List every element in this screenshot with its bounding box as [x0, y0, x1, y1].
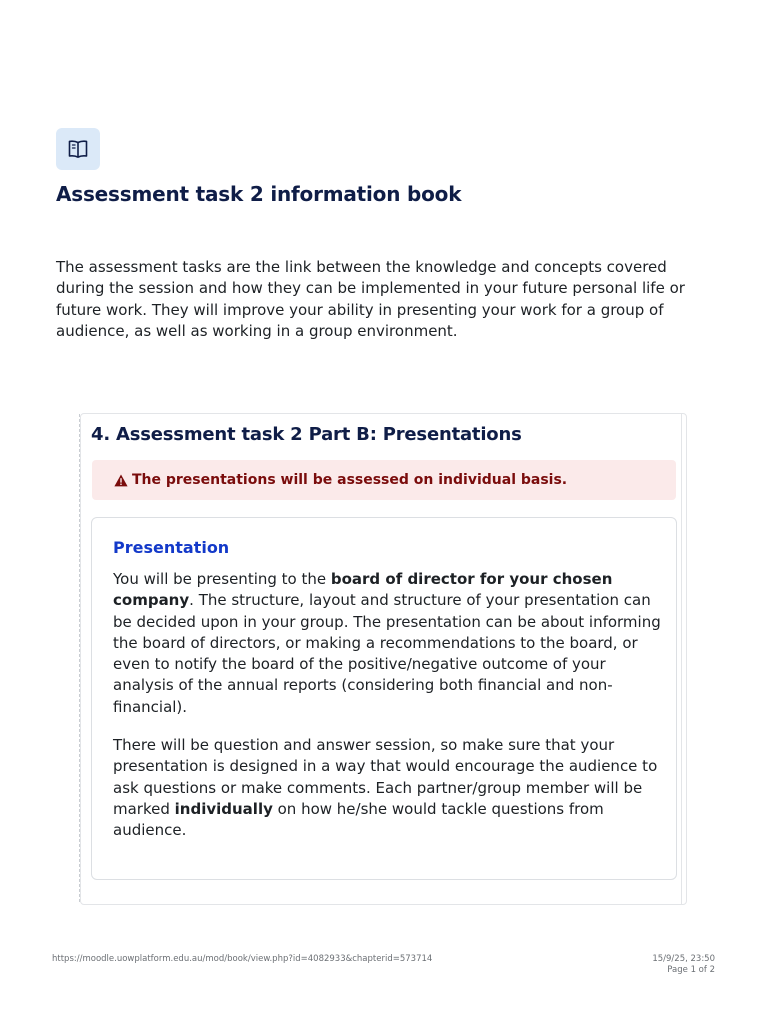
footer-datetime: 15/9/25, 23:50: [652, 954, 715, 964]
para1-text-cont: . The structure, layout and structure of your presentation can be decided upon in your group. The presentation can be about informing the board of directors, or making a recommendations to the board, or even to notify the board of the positive/negative outcome of your analysis of the annual reports (considering both financial and non-financial).: [113, 591, 661, 716]
presentation-paragraph-2: [113, 735, 661, 841]
footer-meta: [652, 954, 715, 976]
page-title: Assessment task 2 information book: [56, 182, 462, 206]
alert-banner: [92, 460, 676, 500]
intro-paragraph: The assessment tasks are the link between the knowledge and concepts covered during the session and how they can be implemented in your future personal life or future work. They will improve your ability in presenting your work for a group of audience, as well as working in a group environment.: [56, 258, 685, 340]
presentation-paragraph-1: [113, 569, 661, 718]
warning-triangle-icon: [114, 474, 128, 487]
para2-text-cont: on how he/she would tackle questions from audience.: [113, 799, 604, 840]
alert-text: The presentations will be assessed on individual basis.: [132, 472, 568, 488]
subsection-title: Presentation: [113, 538, 230, 557]
para2-bold: individually: [174, 799, 273, 818]
chapter-card-rule: [681, 414, 682, 904]
footer-url: https://moodle.uowplatform.edu.au/mod/book/view.php?id=4082933&chapterid=573714: [52, 954, 433, 964]
book-icon-container: [56, 128, 100, 170]
para2-text: There will be question and answer session, so make sure that your presentation is designed in a way that would encourage the audience to ask questions or make comments. Each partner/group member will be marked: [113, 736, 658, 818]
book-open-icon: [65, 136, 91, 162]
para1-bold: board of director for your chosen company: [113, 570, 613, 610]
para1-text: You will be presenting to the: [113, 570, 331, 588]
footer-page-number: Page 1 of 2: [667, 965, 715, 975]
section-title: 4. Assessment task 2 Part B: Presentations: [91, 424, 522, 445]
